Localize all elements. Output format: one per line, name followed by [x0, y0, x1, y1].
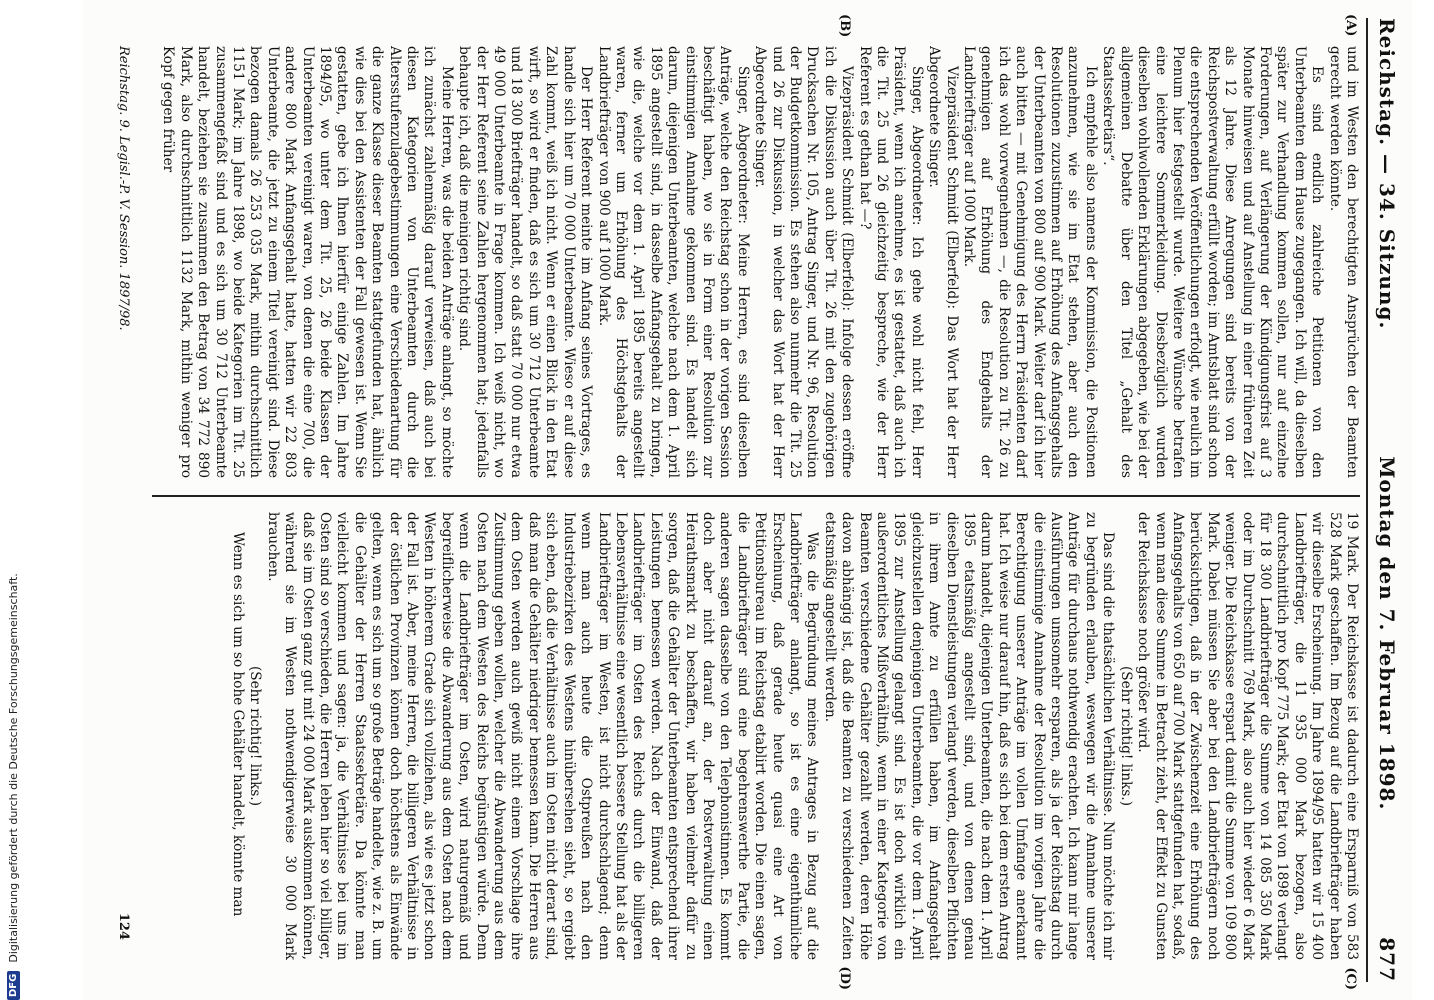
- speaker-paragraph: Vizepräsident Schmidt (Elberfeld): Infolge dessen eröffne ich die Diskussion auch über Tit. 26 mit den zugehörigen Drucksachen Nr. 105, Antrag Singer, und Nr. 96, Resolution der Budgetkommission. Es stehen also nunmehr die Tit. 25 und 26 zur Diskussion, in welcher das Wort hat der Herr Abgeordnete Singer.: [752, 46, 856, 478]
- footer-sheet-number: 124: [116, 912, 131, 940]
- paragraph: Ich empfehle also namens der Kommission, die Positionen anzunehmen, wie sie im Etat stehen, aber auch den Resolutionen zuzustimmen auf Erhöhung des Anfangsgehalts der Unterbeamten von 800 auf 900 Mark. Weiter darf ich hier auch bitten — mit Genehmigung des Herrn Präsidenten darf ich das wohl vorwegnehmen —, die Resolution zu Tit. 26 zu genehmigen auf Erhöhung des Endgehalts der Landbriefträger auf 1000 Mark.: [961, 46, 1099, 478]
- paragraph: Es sind endlich zahlreiche Petitionen von den Unterbeamten dem Hause zugegangen. Ich will, da dieselben später zur Verhandlung kommen sollen, nur auf einzelne Forderungen, auf Verlängerung der Kündigungsfrist auf 3 Monate hinweisen und auf Anstellung in einer früheren Zeit als 12 Jahre. Diese Anregungen sind bereits von der Reichspostverwaltung erfüllt worden; im Amtsblatt sind schon die entsprechenden Veröffentlichungen erfolgt, wie neulich im Plenum hier festgestellt wurde. Weitere Wünsche betrafen eine leichtere Sommerkleidung. Diesbezüglich wurden dieselben wohlwollenden Erklärungen abgegeben, wie bei der allgemeinen Debatte über den Titel „Gehalt des Staatssekretärs“.: [1100, 46, 1326, 478]
- page-sheet: [82, 0, 1412, 1000]
- paragraph: 19 Mark. Der Reichskasse ist dadurch eine Ersparniß von 583 528 Mark geschaffen. Im Bezug auf die Landbriefträger haben wir dieselbe Erscheinung. Im Jahre 1894/95 hatten wir 15 400 Landbriefträger, die 11 935 000 Mark bezogen, also durchschnittlich pro Kopf 775 Mark; der Etat von 1898 verlangt für 18 300 Landbriefträger die Summe von 14 085 350 Mark oder im Durchschnitt 769 Mark, also auch hier wieder 6 Mark weniger. Die Reichskasse erspart damit die Summe von 109 800 Mark. Dabei müssen Sie aber bei den Landbriefträgern noch berücksichtigen, daß in der Zwischenzeit eine Erhöhung des Anfangsgehalts von 650 auf 700 Mark stattgefunden hat, sodaß, wenn man diese Summe in Betracht zieht, der Effekt zu Gunsten der Reichskasse noch größer wird.: [1135, 512, 1360, 960]
- speaker-paragraph: Singer, Abgeordneter: Meine Herren, es sind dieselben Anträge, welche den Reichstag schon in der vorigen Session beschäftigt haben, wo sie in Form einer Resolution zur einstimmigen Annahme gekommen sind. Es handelt sich darum, diejenigen Unterbeamten, welche nach dem 1. April 1895 angestellt sind, in dasselbe Anfangsgehalt zu bringen, wie die, welche vor dem 1. April 1895 bereits angestellt waren, ferner um Erhöhung des Höchstgehalts der Landbriefträger von 900 auf 1000 Mark.: [595, 46, 751, 478]
- left-column: [142, 46, 1360, 478]
- margin-mark-a: (A): [1343, 14, 1358, 37]
- margin-mark-b: (B): [837, 14, 852, 38]
- speaker-paragraph: Singer, Abgeordneter: Ich gehe wohl nicht fehl, Herr Präsident, wenn ich annehme, es ist gestattet, daß auch ich die Tit. 25 und 26 gleichzeitig bespreche, wie der Herr Referent es gethan hat —?: [856, 46, 925, 478]
- paragraph: Meine Herren, was die beiden Anträge anlangt, so möchte ich zunächst zahlenmäßig darauf verweisen, daß auch bei diesen Kategorien von Unterbeamten durch die Altersstufenzulagebestimmungen eine Verschiedenartung für die ganze Klasse dieser Beamten stattgefunden hat, ähnlich wie dies bei den Assistenten der Fall gewesen ist. Wenn Sie gestatten, gebe ich Ihnen hierfür einige Zahlen. Im Jahre 1894/95, wo unter dem Tit. 25, 26 beide Klassen der Unterbeamten vereinigt waren, von denen die eine 700, die andere 800 Mark Anfangsgehalt hatte, hatten wir 22 803 Unterbeamte, die jetzt zu einem Titel vereinigt sind. Diese bezogen damals 26 253 035 Mark, mithin durchschnittlich 1151 Mark; im Jahre 1898, wo beide Kategorien im Tit. 25 zusammengefaßt sind und es sich um 30 712 Unterbeamte handelt, beziehen sie zusammen den Betrag von 34 772 890 Mark, also durchschnittlich 1132 Mark, mithin weniger pro Kopf gegen früher: [160, 46, 455, 478]
- speaker-paragraph: Vizepräsident Schmidt (Elberfeld): Das Wort hat der Herr Abgeordnete Singer.: [926, 46, 960, 478]
- paragraph: und im Westen den berechtigten Ansprüchen der Beamten gerecht werden könnte.: [1326, 46, 1360, 478]
- margin-mark-c: (C): [1343, 967, 1358, 990]
- running-head-date: Montag den 7. Februar 1898.: [1375, 456, 1399, 811]
- column-rule: [152, 495, 1360, 497]
- digitization-credit: [4, 0, 22, 1000]
- scanned-page: [82, 0, 1412, 1000]
- interjection: (Sehr richtig! links.): [1117, 665, 1134, 807]
- running-head-left: Reichstag. — 34. Sitzung.: [1375, 18, 1399, 330]
- paragraph: Der Herr Referent meinte im Anfang seines Vortrages, es handle sich hier um 70 000 Unterbeamte. Wieso er auf diese Zahl kommt, weiß ich nicht. Wenn er einen Blick in den Etat wirft, so wird er finden, daß es sich um 30 712 Unterbeamte und 18 300 Briefträger handelt, so daß statt 70 000 nur etwa 49 000 Unterbeamte in Frage kommen. Ich weiß nicht, wo der Herr Referent seine Zahlen hergenommen hat; jedenfalls behaupte ich, daß die meinigen richtig sind.: [456, 46, 595, 478]
- dfg-logo: DFG: [7, 971, 20, 1000]
- footer-session: Reichstag. 9. Legisl.-P. V. Session. 1897/98.: [116, 46, 131, 331]
- credit-text: Digitalisierung gefördert durch die Deutsche Forschungsgemeinschaft.: [6, 573, 20, 963]
- paragraph: Das sind die thatsächlichen Verhältnisse. Nun möchte ich mir zu begründen erlauben, weswegen wir die Annahme unserer Anträge für durchaus nothwendig erachten. Ich kann mir lange Ausführungen umsomehr ersparen, als ja der Reichstag durch die einstimmige Annahme der Resolution im vorigen Jahre die Berechtigung unserer Anträge im vollen Umfange anerkannt hat. Ich weise nur darauf hin, daß es sich bei dem ersten Antrag darum handelt, diejenigen Unterbeamten, die nach dem 1. April 1895 etatsmäßig angestellt sind, und von denen genau dieselben Dienstleistungen verlangt werden, dieselben Pflichten in ihrem Amte zu erfüllen haben, im Anfangsgehalt gleichzustellen denjenigen Unterbeamten, die vor dem 1. April 1895 zur Anstellung gelangt sind. Es ist doch wirklich ein außerordentliches Mißverhältniß, wenn in einer Kategorie von Beamten verschiedene Gehälter gezahlt werden, deren Höhe davon abhängig ist, daß die Beamten zu verschiedenen Zeiten etatsmäßig angestellt werden.: [821, 512, 1117, 960]
- running-head: [1370, 18, 1404, 982]
- paragraph: Was die Begründung meines Antrages in Bezug auf die Landbriefträger anlangt, so ist es eine eigenthümliche Erscheinung, daß gerade heute quasi eine Art von Petitionsbureau im Reichstag etablirt worden. Die einen sagen, die Landbriefträger sind eine begehrenswerthe Partie, die anderen sagen dasselbe von den Telephonistinnen. Es kommt doch aber nicht darauf an, der Postverwaltung einen Heirathsmarkt zu beschaffen, wir haben vielmehr dafür zu sorgen, daß die Gehälter der Unterbeamten entsprechend ihrer Leistungen bemessen werden. Nach der Einwand, daß der Landbriefträger im Osten des Reichs durch die billigeren Lebensverhältnisse eine wesentlich bessere Stellung hat als der Landbriefträger im Westen, ist nicht durchschlagend; denn wenn man auch heute die Ostpreußen nach den Industriebezirken des Westens hinübersehen sieht, so ergiebt sich eben, daß die Verhältnisse auch im Osten nicht derart sind, daß man die Gehälter niedriger bemessen kann. Die Herren aus dem Osten werden auch gewiß nicht einem Vorschlage ihre Zustimmung geben wollen, welcher die Abwanderung aus dem Osten nach dem Westen des Reichs begünstigen würde. Denn wenn die Landbriefträger im Osten, wird naturgemäß und begreiflicherweise die Abwanderung aus dem Osten nach dem Westen in höherem Grade sich vollziehen, als wie es jetzt schon der Fall ist. Aber, meine Herren, die billigeren Verhältnisse in der östlichen Provinzen können doch höchstens als Einwände gelten, wenn es sich um so große Beträge handelte, wie z. B. um die Gehälter der Herren Staatssekretäre. Da könnte man vielleicht kommen und sagen: ja, die Verhältnisse bei uns im Osten sind so verschieden, die Herren leben hier so viel billiger, daß sie im Osten ganz gut mit 24 000 Mark auskommen können, während sie im Westen nothwendigerweise 30 000 Mark brauchen.: [264, 512, 821, 960]
- margin-mark-d: (D): [837, 966, 852, 990]
- interjection: (Sehr richtig! links.): [247, 665, 264, 807]
- header-rule: [1366, 18, 1368, 982]
- right-column: [142, 512, 1360, 960]
- page-number: 877: [1375, 937, 1399, 982]
- paragraph: Wenn es sich um so hohe Gehälter handelt, könnte man: [230, 532, 246, 917]
